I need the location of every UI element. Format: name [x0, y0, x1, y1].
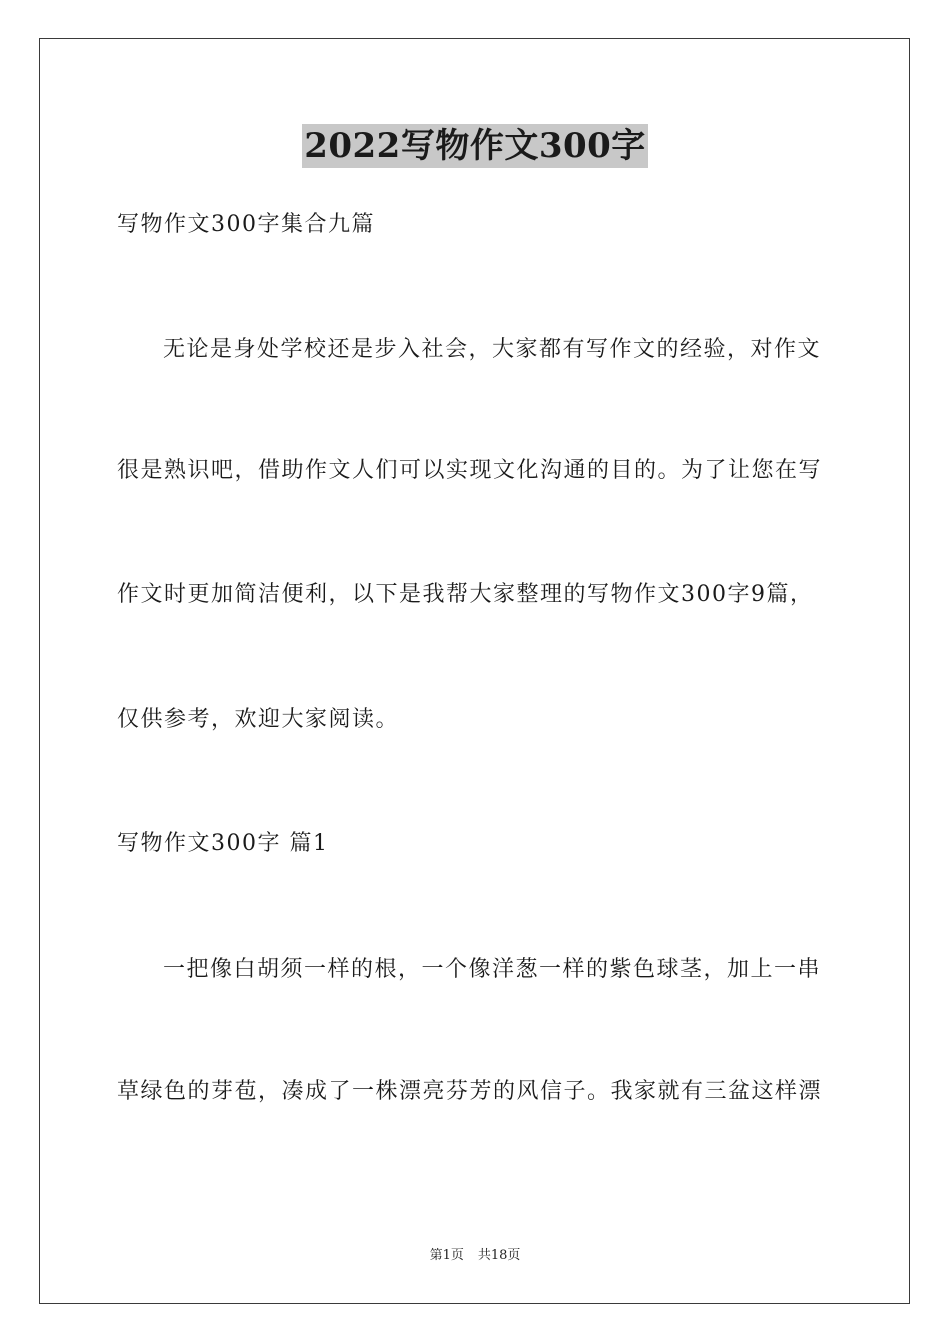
page-total: 共18页	[477, 1248, 521, 1263]
section-heading[interactable]: 写物作文300字 篇1	[117, 831, 329, 856]
section-line-1[interactable]: 一把像白胡须一样的根，一个像洋葱一样的紫色球茎，加上一串	[163, 957, 822, 982]
title-container	[0, 124, 950, 168]
document-subtitle[interactable]: 写物作文300字集合九篇	[117, 212, 375, 237]
document-title[interactable]: 2022写物作文300字	[304, 126, 646, 166]
intro-line-3[interactable]: 作文时更加简洁便利，以下是我帮大家整理的写物作文300字9篇，	[117, 582, 814, 607]
page-footer	[0, 1247, 950, 1265]
intro-line-1[interactable]: 无论是身处学校还是步入社会，大家都有写作文的经验，对作文	[163, 337, 822, 362]
intro-line-2[interactable]: 很是熟识吧，借助作文人们可以实现文化沟通的目的。为了让您在写	[117, 458, 823, 483]
page-number: 第1页	[429, 1248, 464, 1263]
intro-line-4[interactable]: 仅供参考，欢迎大家阅读。	[117, 707, 400, 732]
section-line-2[interactable]: 草绿色的芽苞，凑成了一株漂亮芬芳的风信子。我家就有三盆这样漂	[117, 1079, 823, 1104]
